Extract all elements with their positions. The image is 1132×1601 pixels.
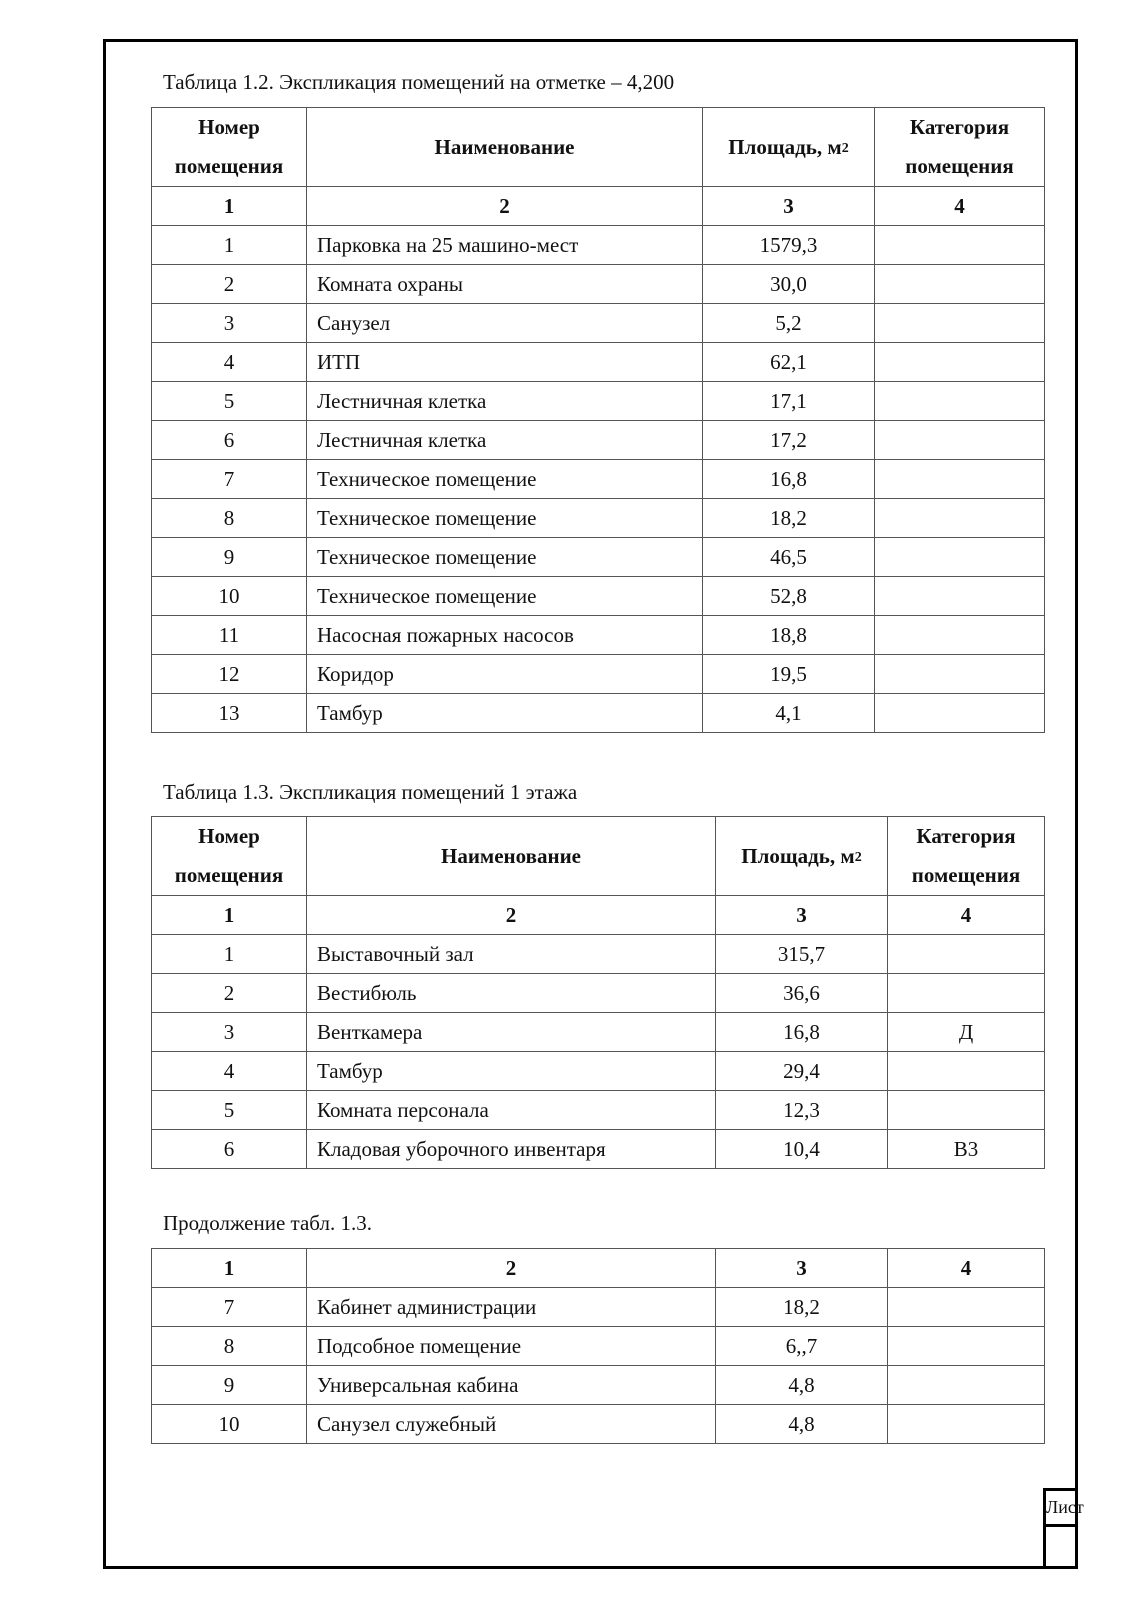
area-cell: 29,4: [716, 1052, 888, 1091]
category-cell: [888, 1366, 1045, 1405]
column-number: 1: [152, 896, 307, 935]
table-1-3-body: [152, 935, 1045, 1169]
category-cell: [875, 577, 1045, 616]
room-number-cell: 9: [152, 1366, 307, 1405]
category-cell: [888, 1091, 1045, 1130]
area-cell: 18,2: [716, 1288, 888, 1327]
table-1-3-continuation-caption: Продолжение табл. 1.3.: [163, 1211, 372, 1235]
category-cell: [888, 1288, 1045, 1327]
header-category: Категория помещения: [875, 108, 1045, 187]
column-number: 2: [307, 896, 716, 935]
table-row: [152, 538, 1045, 577]
table-row: [152, 616, 1045, 655]
table-row: [152, 304, 1045, 343]
table-row: [152, 460, 1045, 499]
room-number-cell: 5: [152, 1091, 307, 1130]
room-number-cell: 6: [152, 421, 307, 460]
area-cell: 5,2: [703, 304, 875, 343]
room-name-cell: Техническое помещение: [307, 577, 703, 616]
header-category: Категория помещения: [888, 817, 1045, 896]
area-cell: 4,1: [703, 694, 875, 733]
table-row: [152, 694, 1045, 733]
header-name: Наименование: [307, 817, 716, 896]
room-number-cell: 1: [152, 935, 307, 974]
table-row: [152, 343, 1045, 382]
category-cell: [888, 974, 1045, 1013]
header-area: Площадь, $м^2$: [703, 108, 875, 187]
room-number-cell: 8: [152, 499, 307, 538]
room-number-cell: 13: [152, 694, 307, 733]
table-1-2-body: [152, 226, 1045, 733]
table-row: [152, 265, 1045, 304]
category-cell: [888, 1327, 1045, 1366]
column-number: 3: [716, 1249, 888, 1288]
room-number-cell: 4: [152, 1052, 307, 1091]
room-name-cell: Коридор: [307, 655, 703, 694]
area-cell: 315,7: [716, 935, 888, 974]
area-cell: 16,8: [716, 1013, 888, 1052]
table-row: [152, 974, 1045, 1013]
area-cell: 19,5: [703, 655, 875, 694]
column-number: 1: [152, 187, 307, 226]
category-cell: [888, 1052, 1045, 1091]
table-1-2-caption: Таблица 1.2. Экспликация помещений на отметке – 4,200: [163, 70, 675, 94]
room-number-cell: 11: [152, 616, 307, 655]
header-area: Площадь, $м^2$: [716, 817, 888, 896]
room-name-cell: Тамбур: [307, 1052, 716, 1091]
table-1-3-continuation-body: [152, 1288, 1045, 1444]
area-cell: 4,8: [716, 1405, 888, 1444]
room-name-cell: Санузел: [307, 304, 703, 343]
column-number: 4: [888, 896, 1045, 935]
room-name-cell: Техническое помещение: [307, 538, 703, 577]
category-cell: [875, 304, 1045, 343]
sheet-stamp: [1043, 1488, 1084, 1569]
area-cell: 4,8: [716, 1366, 888, 1405]
table-row: [152, 421, 1045, 460]
table-row: [152, 1091, 1045, 1130]
column-number: 4: [888, 1249, 1045, 1288]
area-cell: 18,2: [703, 499, 875, 538]
room-name-cell: Комната охраны: [307, 265, 703, 304]
area-cell: 16,8: [703, 460, 875, 499]
header-room-number: Номер помещения: [152, 817, 307, 896]
column-number: 3: [716, 896, 888, 935]
table-1-2: [151, 107, 1045, 733]
room-number-cell: 2: [152, 265, 307, 304]
area-cell: 1579,3: [703, 226, 875, 265]
room-name-cell: Венткамера: [307, 1013, 716, 1052]
room-name-cell: Кладовая уборочного инвентаря: [307, 1130, 716, 1169]
area-cell: 62,1: [703, 343, 875, 382]
room-number-cell: 5: [152, 382, 307, 421]
category-cell: [875, 655, 1045, 694]
table-row: [152, 499, 1045, 538]
room-name-cell: Санузел служебный: [307, 1405, 716, 1444]
room-number-cell: 10: [152, 577, 307, 616]
room-name-cell: Лестничная клетка: [307, 382, 703, 421]
column-number: 3: [703, 187, 875, 226]
table-row: [152, 1288, 1045, 1327]
room-name-cell: Комната персонала: [307, 1091, 716, 1130]
room-name-cell: Парковка на 25 машино-мест: [307, 226, 703, 265]
table-row: [152, 1327, 1045, 1366]
area-cell: 30,0: [703, 265, 875, 304]
category-cell: [875, 343, 1045, 382]
room-number-cell: 7: [152, 460, 307, 499]
room-number-cell: 3: [152, 1013, 307, 1052]
room-number-cell: 6: [152, 1130, 307, 1169]
room-number-cell: 4: [152, 343, 307, 382]
table-1-3: [151, 816, 1045, 1169]
room-number-cell: 2: [152, 974, 307, 1013]
column-number: 2: [307, 187, 703, 226]
room-name-cell: ИТП: [307, 343, 703, 382]
table-1-3-caption: Таблица 1.3. Экспликация помещений 1 этажа: [163, 780, 578, 804]
room-number-cell: 8: [152, 1327, 307, 1366]
table-row: [152, 577, 1045, 616]
room-number-cell: 10: [152, 1405, 307, 1444]
room-name-cell: Вестибюль: [307, 974, 716, 1013]
room-name-cell: Выставочный зал: [307, 935, 716, 974]
column-number: 1: [152, 1249, 307, 1288]
area-cell: 18,8: [703, 616, 875, 655]
room-name-cell: Тамбур: [307, 694, 703, 733]
area-cell: 6,,7: [716, 1327, 888, 1366]
room-number-cell: 9: [152, 538, 307, 577]
table-row: [152, 1052, 1045, 1091]
category-cell: [875, 226, 1045, 265]
room-number-cell: 3: [152, 304, 307, 343]
area-cell: 17,2: [703, 421, 875, 460]
table-row: [152, 1366, 1045, 1405]
table-row: [152, 1405, 1045, 1444]
table-row: [152, 382, 1045, 421]
table-row: [152, 935, 1045, 974]
area-cell: 52,8: [703, 577, 875, 616]
room-name-cell: Насосная пожарных насосов: [307, 616, 703, 655]
category-cell: [875, 382, 1045, 421]
category-cell: В3: [888, 1130, 1045, 1169]
category-cell: [875, 265, 1045, 304]
room-number-cell: 1: [152, 226, 307, 265]
header-room-number: Номер помещения: [152, 108, 307, 187]
room-name-cell: Техническое помещение: [307, 460, 703, 499]
table-row: [152, 1130, 1045, 1169]
column-number: 2: [307, 1249, 716, 1288]
sheet-label: Лист: [1046, 1491, 1078, 1527]
table-1-3-continuation: [151, 1248, 1045, 1444]
category-cell: [888, 1405, 1045, 1444]
column-number: 4: [875, 187, 1045, 226]
category-cell: [875, 421, 1045, 460]
room-number-cell: 7: [152, 1288, 307, 1327]
header-name: Наименование: [307, 108, 703, 187]
category-cell: Д: [888, 1013, 1045, 1052]
category-cell: [875, 538, 1045, 577]
area-cell: 36,6: [716, 974, 888, 1013]
table-row: [152, 1013, 1045, 1052]
room-number-cell: 12: [152, 655, 307, 694]
category-cell: [875, 499, 1045, 538]
room-name-cell: Лестничная клетка: [307, 421, 703, 460]
area-cell: 12,3: [716, 1091, 888, 1130]
room-name-cell: Универсальная кабина: [307, 1366, 716, 1405]
area-cell: 46,5: [703, 538, 875, 577]
area-cell: 10,4: [716, 1130, 888, 1169]
table-row: [152, 226, 1045, 265]
category-cell: [875, 616, 1045, 655]
room-name-cell: Техническое помещение: [307, 499, 703, 538]
category-cell: [888, 935, 1045, 974]
table-row: [152, 655, 1045, 694]
room-name-cell: Кабинет администрации: [307, 1288, 716, 1327]
category-cell: [875, 694, 1045, 733]
room-name-cell: Подсобное помещение: [307, 1327, 716, 1366]
category-cell: [875, 460, 1045, 499]
area-cell: 17,1: [703, 382, 875, 421]
